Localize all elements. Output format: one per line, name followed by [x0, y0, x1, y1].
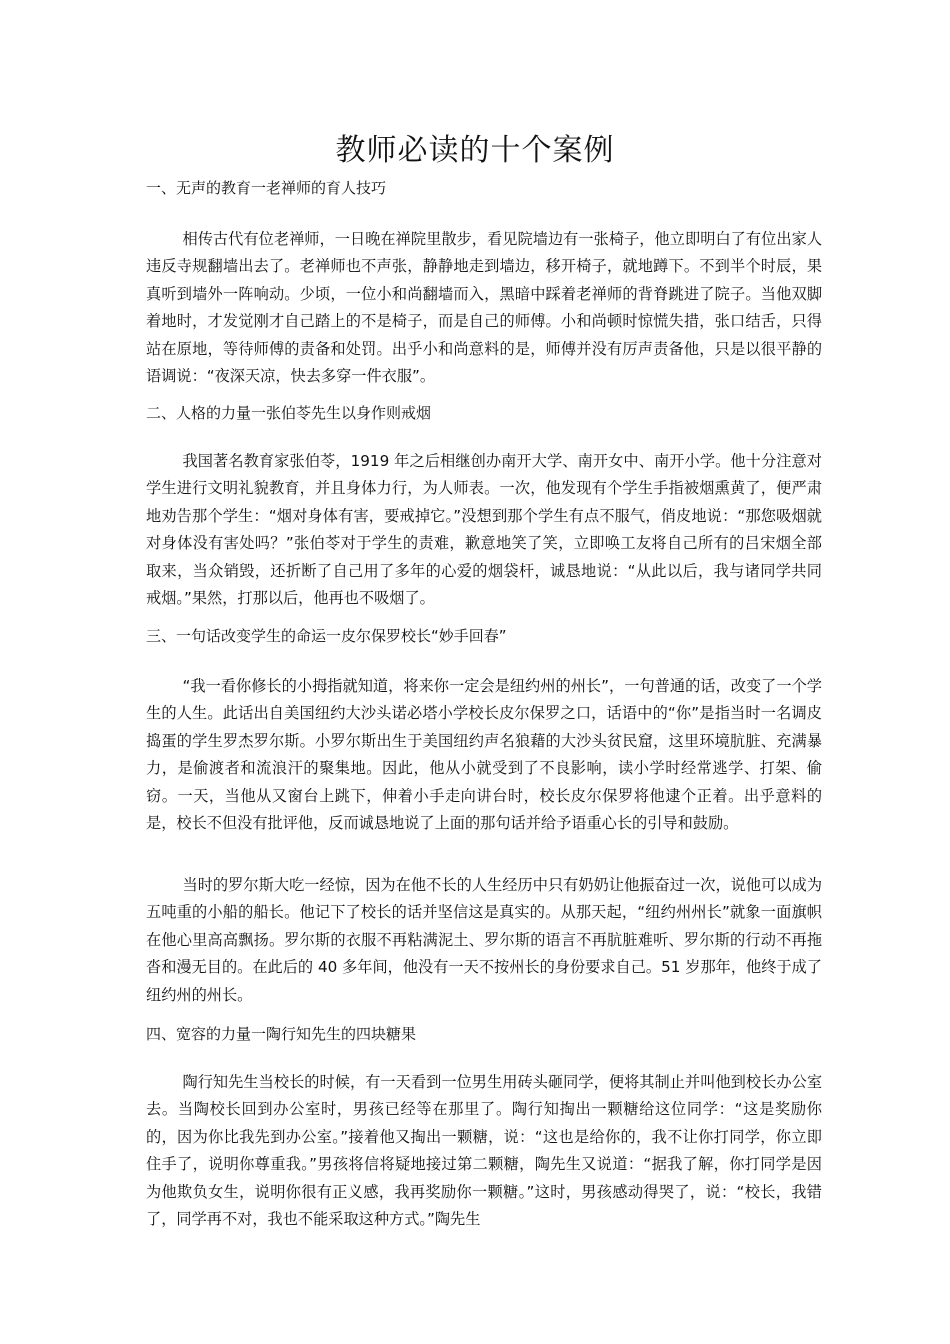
- section-3-paragraph-1: “我一看你修长的小拇指就知道，将来你一定会是纽约州的州长”，一句普通的话，改变了一个学生的人生。此话出自美国纽约大沙头诺必塔小学校长皮尔保罗之口，话语中的“你”是指当时一名调皮捣蛋的学生罗杰罗尔斯。小罗尔斯出生于美国纽约声名狼藉的大沙头贫民窟，这里环境肮脏、充满暴力，是偷渡者和流浪汗的聚集地。因此，他从小就受到了不良影响，读小学时经常逃学、打架、偷窃。一天，当他从又窗台上跳下，伸着小手走向讲台时，校长皮尔保罗将他逮个正着。出乎意料的是，校长不但没有批评他，反而诚恳地说了上面的那句话并给予语重心长的引导和鼓励。: [146, 677, 822, 833]
- section-1-paragraph-1: 相传古代有位老禅师，一日晚在禅院里散步，看见院墙边有一张椅子，他立即明白了有位出家人违反寺规翻墙出去了。老禅师也不声张，静静地走到墙边，移开椅子，就地蹲下。不到半个时辰，果真听到墙外一阵响动。少顷，一位小和尚翻墙而入，黑暗中踩着老禅师的背脊跳进了院子。当他双脚着地时，才发觉刚才自己踏上的不是椅子，而是自己的师傅。小和尚顿时惊慌失措，张口结舌，只得站在原地，等待师傅的责备和处罚。出乎小和尚意料的是，师傅并没有厉声责备他，只是以很平静的语调说：“夜深天凉，快去多穿一件衣服”。: [146, 230, 822, 386]
- section-heading-3: 三、一句话改变学生的命运一皮尔保罗校长“妙手回春”: [146, 627, 507, 645]
- section-heading-2: 二、人格的力量一张伯苓先生以身作则戒烟: [146, 404, 432, 422]
- section-4-paragraph-1: 陶行知先生当校长的时候，有一天看到一位男生用砖头砸同学，便将其制止并叫他到校长办公室去。当陶校长回到办公室时，男孩已经等在那里了。陶行知掏出一颗糖给这位同学：“这是奖励你的，因为你比我先到办公室。”接着他又掏出一颗糖，说：“这也是给你的，我不让你打同学，你立即住手了，说明你尊重我。”男孩将信将疑地接过第二颗糖，陶先生又说道：“据我了解，你打同学是因为他欺负女生，说明你很有正义感，我再奖励你一颗糖。”这时，男孩感动得哭了，说：“校长，我错了，同学再不对，我也不能采取这种方式。”陶先生: [146, 1073, 822, 1229]
- section-2-paragraph-1: 我国著名教育家张伯苓，1919 年之后相继创办南开大学、南开女中、南开小学。他十分注意对学生进行文明礼貌教育，并且身体力行，为人师表。一次，他发现有个学生手指被烟熏黄了，便严肃地劝告那个学生：“烟对身体有害，要戒掉它。”没想到那个学生有点不服气，俏皮地说：“那您吸烟就对身体没有害处吗？”张伯苓对于学生的责难，歉意地笑了笑，立即唤工友将自己所有的吕宋烟全部取来，当众销毁，还折断了自己用了多年的心爱的烟袋杆，诚恳地说：“从此以后，我与诸同学共同戒烟。”果然，打那以后，他再也不吸烟了。: [146, 452, 822, 608]
- section-heading-1: 一、无声的教育一老禅师的育人技巧: [146, 179, 387, 197]
- section-3-paragraph-2: 当时的罗尔斯大吃一经惊，因为在他不长的人生经历中只有奶奶让他振奋过一次，说他可以成为五吨重的小船的船长。他记下了校长的话并坚信这是真实的。从那天起，“纽约州州长”就象一面旗帜在他心里高高飘扬。罗尔斯的衣服不再粘满泥土、罗尔斯的语言不再肮脏难听、罗尔斯的行动不再拖沓和漫无目的。在此后的 40 多年间，他没有一天不按州长的身份要求自己。51 岁那年，他终于成了纽约州的州长。: [146, 876, 822, 1004]
- document-title: 教师必读的十个案例: [335, 133, 615, 168]
- section-heading-4: 四、宽容的力量一陶行知先生的四块糖果: [146, 1025, 417, 1043]
